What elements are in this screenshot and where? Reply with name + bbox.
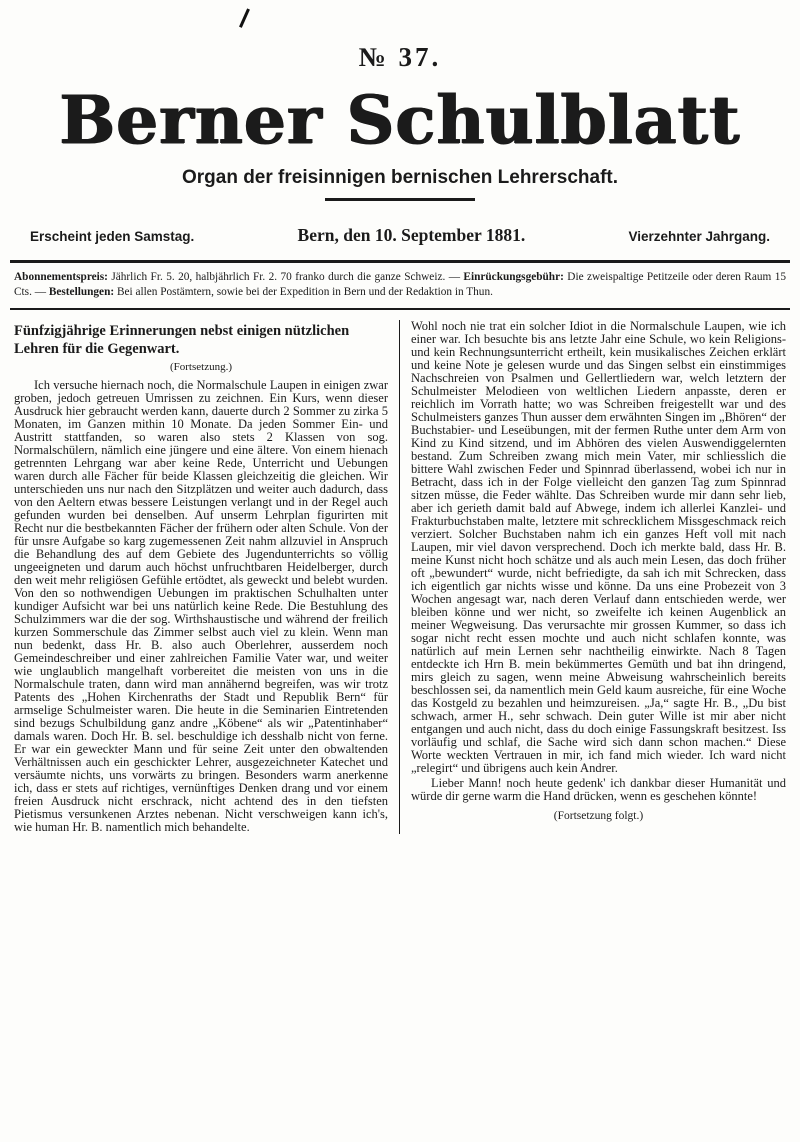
article-paragraph: Ich versuche hiernach noch, die Normalschule Laupen in einigen zwar groben, jedoch getreuen Umrissen zu zeichnen. Ein Kurs, wenn dieser Ausdruck hier gebraucht werden kann, dauerte durch 2 Sommer zu zirka 5 Monaten, im Ganzen mithin 10 Monate. Da jeden Sommer Ein- und Austritt stattfanden, so waren also stets 2 Klassen von sog. Normalschülern, nämlich eine jüngere und eine ältere. Von einem hienach getrennten Lehrgang war aber keine Rede, Unterricht und Uebungen waren durch alle Fächer für beide Klassen gleichzeitig die gleichen. Wir unterschieden uns nur nach den Sitzplätzen und weiter auch dadurch, dass von den Aeltern etwas bessere Leistungen verlangt und in der Regel auch gefunden wurden bei denselben. Auf unserm Lehrplan figurirten mit Recht nur die bestbekannten Fächer der frühern oder alten Schule. Von der für unsre Aufgabe so karg zugemessenen Zeit nahm allzuviel in Anspruch die Behandlung des auf dem Gebiete des Jugendunterrichts so völlig ungeeigneten und darum auch höchst unfruchtbaren Heidelberger, durch den weit mehr religiösen Gefühle ertödtet, als geweckt und belebt wurden. Von den so nothwendigen Uebungen im praktischen Schulhalten unter kundiger Aufsicht war bei uns natürlich keine Rede. Die Bestuhlung des Schulzimmers war die der sog. Wirthshaustische und während der freilich kurzen Sommerschule das Zimmer selbst auch viel zu klein. Wenn man nun bedenkt, dass Hr. B. also auch Oberlehrer, ausserdem noch Gemeindeschreiber und einer zahlreichen Familie Vater war, und weiter wie unglaublich mangelhaft vorbereitet die meisten von uns in die Normalschule traten, dann wird man annähernd begreifen, was wir trotz Patents des „Hohen Kirchenraths der Stadt und Republik Bern“ für armselige Schulmeister waren. Die heute in die Seminarien Eintretenden sind bezugs Schulbildung ganz andre „Köbene“ als wir „Patentinhaber“ damals waren. Doch Hr. B. sel. beschuldige ich desshalb nicht von ferne. Er war ein geweckter Mann und für seine Zeit unter den obwaltenden Verhältnissen auch ein geschickter Lehrer, ausgezeichneter Katechet und versäumte nichts, uns vorwärts zu bringen. Besonders warm anerkenne ich, dass er stets auf richtiges, vernünftiges Denken drang und vor einem freien Ausdruck nicht erschrack, nicht achtend des in den tiefsten Pietismus versunkenen Arztes nebenan. Nicht verschweigen kann ich's, wie human Hr. B. namentlich mich behandelte. (14, 378, 388, 835)
volume-label: Vierzehnter Jahrgang. (628, 229, 770, 244)
issue-number: № 37. (358, 42, 442, 72)
continuation-note: (Fortsetzung.) (169, 360, 232, 373)
einrueckungsgebuehr-text: Die zweispaltige Petitzeile oder deren Raum 15 Cts. — (14, 271, 786, 299)
newspaper-subtitle: Organ der freisinnigen bernischen Lehrerschaft. (181, 167, 619, 188)
bestellungen-text: Bei allen Postämtern, sowie bei der Expedition in Bern und der Redaktion in Thun. (114, 286, 493, 299)
abonnementspreis-label: Abonnementspreis: (14, 271, 108, 283)
article-body (0, 314, 800, 835)
infobar-rule (10, 308, 790, 310)
newspaper-title: Berner Schulblatt (59, 81, 741, 159)
left-column (14, 320, 400, 835)
right-column (400, 320, 786, 835)
dateline: Bern, den 10. September 1881. (297, 225, 526, 245)
article-paragraph: Lieber Mann! noch heute gedenk' ich dankbar dieser Humanität und würde dir gerne warm die Hand drücken, wenn es geschehen könnte! (411, 775, 786, 803)
article-paragraph: Wohl noch nie trat ein solcher Idiot in die Normalschule Laupen, wie ich einer war. Ich besuchte bis ans letzte Jahr eine Schule, wo kein Religions- und kein Rechnungsunterricht ertheilt, kein musikalisches Zeichen erklärt und keine Note je gelesen wurde und das Singen selbst ein einstimmiges Nachschreien von Psalmen und Gellertliedern war, welch letztern der Schulmeister Melodieen von weltlichen Liedern anpasste, deren er reichlich im Vorrath hatte; wo was Schreiben freigestellt war und des Schulmeisters ganzes Thun ausser dem erwähnten Singen im „Bhören“ der Buchstabier- und Leseübungen, mit der fermen Ruthe unter dem Arm von Kind zu Kind sitzend, und im Abhören des vielen Auswendiggelernten bestand. Zum Schreiben zwang mich mein Vater, mir schliesslich die bittere Wahl zwischen Feder und Spinnrad überlassend, wobei ich nur in Betracht, dass ich in der Folge vielleicht den ganzen Tag zum Spinnrad sitzen müsse, die Feder wählte. Das Schreiben wurde mir dann sehr lieb, aber ich gerieth damit bald auf Abwege, indem ich allerlei Kanzlei- und Frakturbuchstaben malte, letztere mit schrecklichem Missgeschmack reich verziert. Solcher Buchstaben nahm ich ein ganzes Heft voll mit nach Laupen, mir viel davon versprechend. Doch ich merkte bald, dass Hr. B. meine Kunst nicht hoch schätze und als auch mein Lesen, das doch früher oft „bewundert“ wurde, nicht befriedigte, da sah ich mit Schrecken, dass ich eigentlich gar nichts wisse und könne. Da uns eine Probezeit von 3 Wochen angesagt war, nach deren Verlauf dann entschieden werde, wer bleiben könne und wer nicht, so zweifelte ich keinen Augenblick an meiner Wegweisung. Das verursachte mir grossen Kummer, so dass ich sogar nicht recht essen mochte und auch nicht schlafen konnte, was natürlich auf mein Lernen sehr nachtheilig einwirkte. Nach 8 Tagen entdeckte ich Hrn B. mein bekümmertes Gemüth und bat ihn dringend, mirs gleich zu sagen, wenn meine Abweisung wahrscheinlich bereits beschlossen sei, da namentlich mein Geld kaum ausreiche, für eine Woche das Kostgeld zu bezahlen und heimzureisen. „Ja,“ sagte Hr. B., „Du bist schwach, armer H., sehr schwach. Dein guter Wille ist mir aber nicht entgangen und auch nicht, dass du doch einige Fassungskraft besitzest. Iss vorläufig und schlaf, die Sache wird sich dann schon machen.“ Diese Worte weckten Vertrauen in mir, ich fand mich wieder. Ich ward nicht „relegirt“ und übrigens auch kein Andrer. (411, 318, 787, 775)
einrueckungsgebuehr-label: Einrückungsgebühr: (463, 271, 564, 283)
subscription-info (0, 263, 800, 303)
publication-schedule: Erscheint jeden Samstag. (30, 229, 195, 244)
article-title: Fünfzigjährige Erinnerungen nebst einigen nützlichen Lehren für die Gegenwart. (14, 322, 350, 357)
subtitle-rule (325, 198, 475, 201)
date-row (0, 225, 800, 246)
masthead (0, 0, 800, 246)
abonnementspreis-text: Jährlich Fr. 5. 20, halbjährlich Fr. 2. 70 franko durch die ganze Schweiz. — (107, 271, 464, 283)
closing-note: (Fortsetzung folgt.) (553, 809, 644, 822)
bestellungen-label: Bestellungen: (48, 286, 115, 299)
